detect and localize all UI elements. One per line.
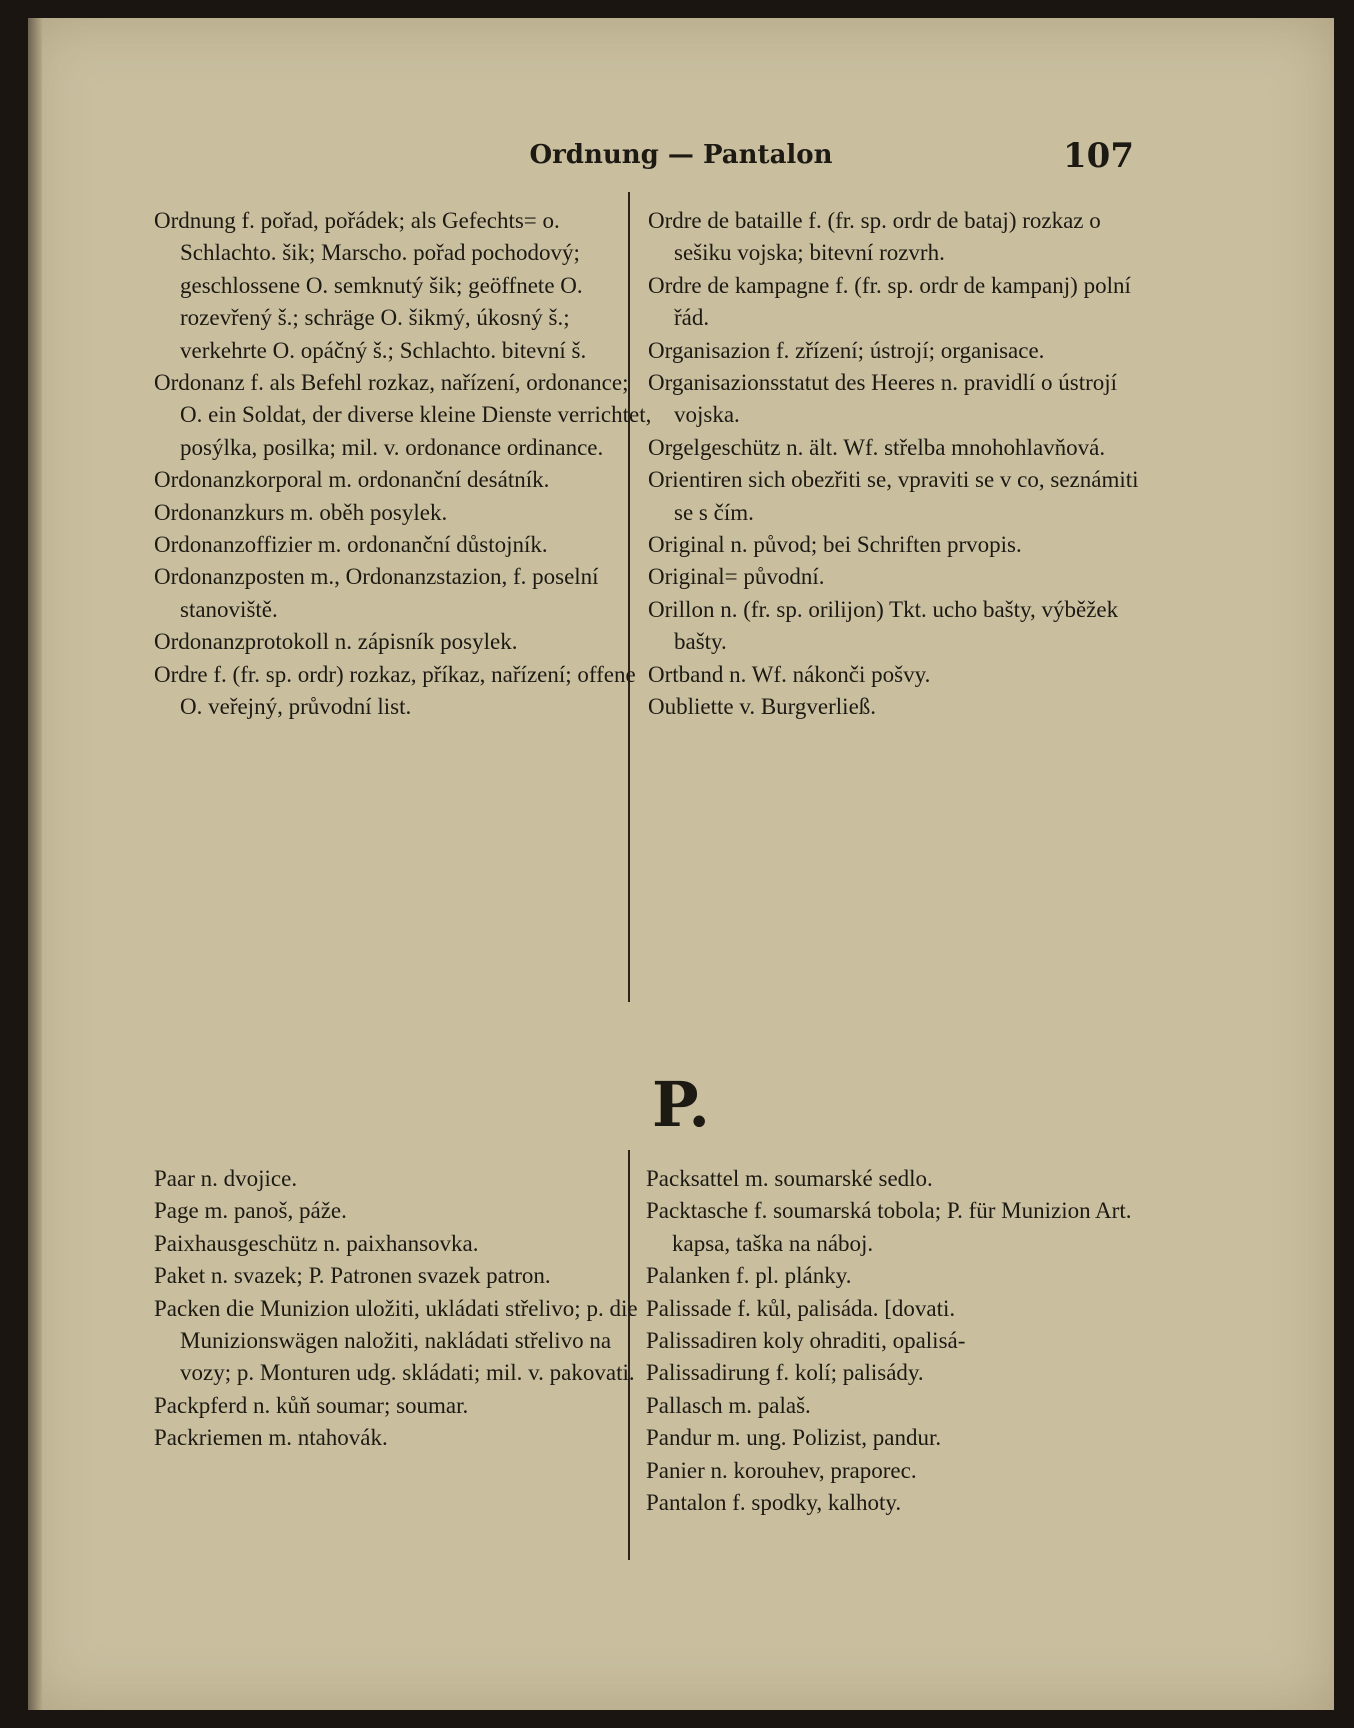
top-left-column [154, 205, 652, 724]
dictionary-page [28, 18, 1334, 1710]
dictionary-entry: Organisazionsstatut des Heeres n. pravidlí o ústrojí vojska. [648, 370, 1118, 428]
running-head [28, 136, 1334, 180]
dictionary-entry: Oubliette v. Burgverließ. [648, 694, 877, 720]
dictionary-entry: Palissadiren koly ohraditi, opalisá- [646, 1328, 966, 1354]
dictionary-entry: Orillon n. (fr. sp. orilijon) Tkt. ucho bašty, výběžek bašty. [648, 596, 1119, 655]
book-spine-edge [28, 18, 42, 1710]
dictionary-entry: Orgelgeschütz n. ält. Wf. střelba mnohohlavňová. [648, 434, 1106, 460]
dictionary-entry: Paar n. dvojice. [154, 1166, 298, 1191]
dictionary-entry: Ordre de bataille f. (fr. sp. ordr de bataj) rozkaz o sešiku vojska; bitevní rozvrh. [648, 208, 1101, 266]
dictionary-entry: Panier n. korouhev, praporec. [646, 1457, 917, 1483]
dictionary-entry: Paixhausgeschütz n. paixhansovka. [154, 1230, 479, 1256]
bottom-right-column [646, 1163, 1146, 1519]
dictionary-entry: Palissade f. kůl, palisáda. [dovati. [646, 1295, 956, 1321]
dictionary-entry: Palanken f. pl. plánky. [646, 1263, 852, 1289]
dictionary-entry: Pandur m. ung. Polizist, pandur. [646, 1425, 942, 1451]
dictionary-entry: Packtasche f. soumarská tobola; P. für Munizion Art. kapsa, taška na náboj. [646, 1198, 1132, 1256]
dictionary-entry: Packpferd n. kůň soumar; soumar. [154, 1392, 469, 1418]
bottom-left-column [154, 1163, 652, 1455]
dictionary-entry: Ordonanz f. als Befehl rozkaz, nařízení, ordonance; O. ein Soldat, der diverse kleine Dienste verrichtet, posýlka, posilka; mil. v. ordonance ordinance. [154, 370, 652, 460]
dictionary-entry: Ordonanzkorporal m. ordonanční desátník. [154, 467, 550, 493]
dictionary-entry: Packen die Munizion uložiti, ukládati střelivo; p. die Munizionswägen naložiti, nakládati střelivo na vozy; p. Monturen udg. skládati; mil. v. pakovati. [154, 1295, 638, 1386]
dictionary-entry: Orientiren sich obezřiti se, vpraviti se v co, seznámiti se s čím. [648, 467, 1139, 525]
dictionary-entry: Ordonanzkurs m. oběh posylek. [154, 499, 448, 525]
top-right-column [648, 205, 1148, 724]
dictionary-entry: Pantalon f. spodky, kalhoty. [646, 1490, 902, 1516]
running-head-title: Ordnung — Pantalon [529, 140, 833, 170]
dictionary-entry: Organisazion f. zřízení; ústrojí; organisace. [648, 337, 1045, 363]
dictionary-entry: Paket n. svazek; P. Patronen svazek patron. [154, 1263, 551, 1289]
dictionary-entry: Ordonanzposten m., Ordonanzstazion, f. poselní stanoviště. [154, 564, 599, 622]
page-number: 107 [1063, 136, 1134, 176]
dictionary-entry: Pallasch m. palaš. [646, 1392, 811, 1418]
dictionary-entry: Ordre de kampagne f. (fr. sp. ordr de kampanj) polní řád. [648, 272, 1131, 331]
dictionary-entry: Ordonanzprotokoll n. zápisník posylek. [154, 629, 518, 655]
dictionary-entry: Page m. panoš, páže. [154, 1198, 347, 1224]
dictionary-entry: Ordre f. (fr. sp. ordr) rozkaz, příkaz, nařízení; offene O. veřejný, průvodní list. [154, 661, 636, 720]
dictionary-entry: Original= původní. [648, 564, 825, 590]
dictionary-entry: Packriemen m. ntahovák. [154, 1425, 388, 1451]
dictionary-entry: Ordonanzoffizier m. ordonanční důstojník. [154, 532, 548, 558]
dictionary-entry: Ordnung f. pořad, pořádek; als Gefechts= o. Schlachto. šik; Marscho. pořad pochodový; geschlossene O. semknutý šik; geöffnete O. rozevřený š.; schräge O. šikmý, úkosný š.; verkehrte O. opáčný š.; Schlachto. bitevní š. [154, 208, 587, 363]
section-letter-heading: P. [652, 1068, 710, 1141]
dictionary-entry: Ortband n. Wf. nákonči pošvy. [648, 661, 931, 687]
dictionary-entry: Original n. původ; bei Schriften prvopis. [648, 532, 1022, 558]
dictionary-entry: Packsattel m. soumarské sedlo. [646, 1166, 933, 1191]
dictionary-entry: Palissadirung f. kolí; palisády. [646, 1360, 924, 1386]
